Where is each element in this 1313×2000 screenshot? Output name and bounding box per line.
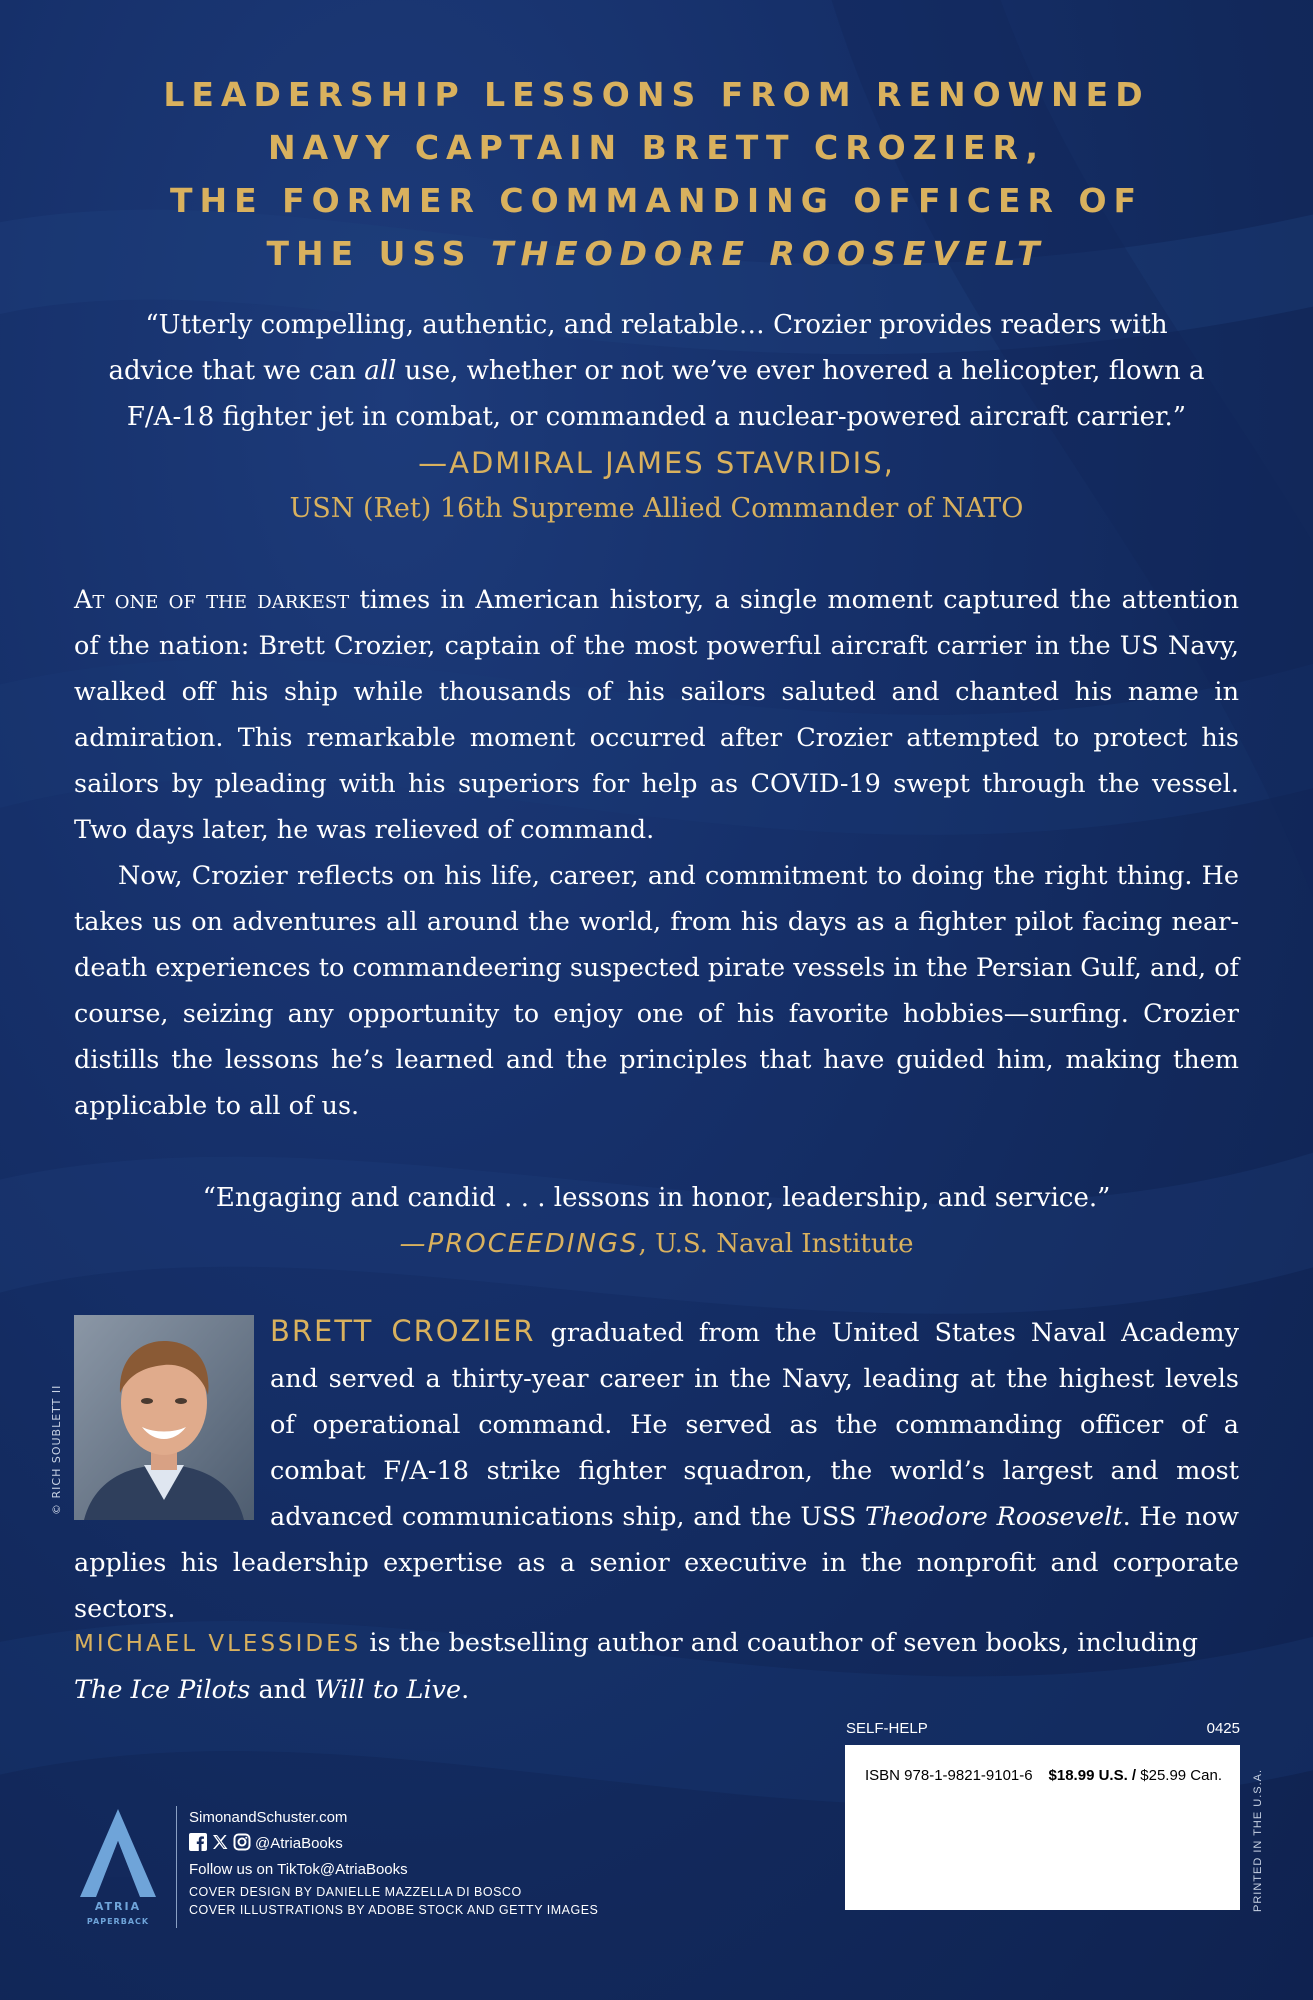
printed-in: PRINTED IN THE U.S.A. — [1252, 1768, 1264, 1912]
price-us: $18.99 U.S. / — [1048, 1767, 1137, 1784]
barcode-box — [845, 1745, 1240, 1910]
quote1-line-2a: advice that we can — [108, 356, 365, 386]
isbn: ISBN 978-1-9821-9101-6 — [865, 1767, 1033, 1784]
headline-line-4 — [0, 227, 1313, 280]
publisher-info — [189, 1805, 598, 1919]
quote1-attribution: —ADMIRAL JAMES STAVRIDIS, — [418, 446, 895, 480]
description-paragraph-1 — [74, 577, 1239, 853]
author2-end: . — [461, 1675, 470, 1705]
tiktok-line: Follow us on TikTok@AtriaBooks — [189, 1861, 408, 1878]
description-paragraph-2: Now, Crozier reflects on his life, career, and commitment to doing the right thing. He takes us on adventures all around the world, from his days as a fighter pilot facing near-death experiences to commandeering suspected pirate vessels in the Persian Gulf, and, of course, seizing any opportunity to enjoy one of his favorite hobbies—surfing. Crozier distills the lessons he’s learned and the principles that have guided him, making them applicable to all of us. — [74, 861, 1239, 1121]
publisher-divider — [176, 1806, 177, 1928]
cover-illustrations-credit: COVER ILLUSTRATIONS BY ADOBE STOCK AND GETTY IMAGES — [189, 1903, 599, 1917]
photo-spacer — [74, 1308, 270, 1520]
description-lead: At one of the darkest — [74, 585, 350, 615]
quote1-line-2 — [40, 348, 1273, 394]
author2-book-2: Will to Live — [314, 1675, 462, 1705]
headline-line-2: NAVY CAPTAIN BRETT CROZIER, — [267, 128, 1046, 167]
author2-and: and — [250, 1675, 315, 1705]
quote1-attribution-sub: USN (Ret) 16th Supreme Allied Commander of NATO — [289, 493, 1024, 524]
instagram-icon[interactable] — [233, 1833, 251, 1851]
price-can: $25.99 Can. — [1136, 1767, 1222, 1784]
endorsement-quote-1 — [40, 302, 1273, 532]
headline — [0, 68, 1313, 280]
logo-word-2: PAPERBACK — [86, 1917, 150, 1926]
photo-credit: © RICH SOUBLETT II — [50, 1384, 63, 1515]
endorsement-quote-2 — [40, 1175, 1273, 1267]
quote2-attribution — [40, 1221, 1273, 1267]
quote1-line-1: “Utterly compelling, authentic, and relatable… Crozier provides readers with — [145, 310, 1168, 340]
description — [74, 577, 1239, 1129]
author-bio-1 — [74, 1308, 1239, 1632]
headline-line-3: THE FORMER COMMANDING OFFICER OF — [169, 181, 1144, 220]
atria-logo-text — [74, 1900, 162, 1929]
quote1-line-3: F/A-18 fighter jet in combat, or commanded a nuclear-powered aircraft carrier.” — [126, 402, 1187, 432]
headline-ship-name: THEODORE ROOSEVELT — [490, 234, 1047, 273]
quote2-source-rest: , U.S. Naval Institute — [638, 1229, 914, 1259]
author1-bio-a: graduated from the United States Naval Academy and served a thirty-year career in the Navy, leading at the highest levels of operational command. He served as the commanding officer of a combat F/A-18 strike fighter squadron, the world’s largest and most advanced communications ship, and the USS — [270, 1318, 1239, 1532]
description-p1-text: times in American history, a single moment captured the attention of the nation: Brett Crozier, captain of the most powerful aircraft carrier in the US Navy, walked off his ship while thousands of his sailors saluted and chanted his name in admiration. This remarkable moment occurred after Crozier attempted to protect his sailors by pleading with his superiors for help as COVID-19 swept through the vessel. Two days later, he was relieved of command. — [74, 585, 1239, 845]
quote2-source: —PROCEEDINGS — [399, 1229, 639, 1259]
category-row — [846, 1720, 1240, 1737]
author1-name: BRETT CROZIER — [270, 1314, 536, 1348]
author2-book-1: The Ice Pilots — [74, 1675, 251, 1705]
author1-ship-name: Theodore Roosevelt — [865, 1502, 1123, 1532]
social-row — [189, 1831, 598, 1857]
author2-bio-a: is the bestselling author and coauthor of seven books, including — [361, 1628, 1198, 1658]
author-bio-2 — [74, 1620, 1239, 1713]
quote1-emphasis: all — [364, 356, 397, 386]
cover-design-credit: COVER DESIGN BY DANIELLE MAZZELLA DI BOSCO — [189, 1885, 522, 1899]
price — [1049, 1767, 1222, 1784]
social-handle[interactable]: @AtriaBooks — [255, 1835, 343, 1852]
quote2-text: “Engaging and candid . . . lessons in honor, leadership, and service.” — [202, 1183, 1111, 1213]
quote1-line-2b: use, whether or not we’ve ever hovered a helicopter, flown a — [396, 356, 1205, 386]
author1-bio-b: . He now applies his leadership expertise as a senior executive in the nonprofit and corporate sectors. — [74, 1502, 1240, 1624]
publisher-website[interactable]: SimonandSchuster.com — [189, 1809, 348, 1826]
author2-name: MICHAEL VLESSIDES — [74, 1631, 362, 1657]
headline-line-4-prefix: THE USS — [266, 234, 491, 273]
facebook-icon[interactable] — [189, 1833, 207, 1851]
x-icon[interactable] — [211, 1833, 229, 1851]
category-code: 0425 — [1206, 1720, 1240, 1737]
headline-line-1: LEADERSHIP LESSONS FROM RENOWNED — [163, 75, 1150, 114]
category-label: SELF-HELP — [846, 1720, 928, 1737]
logo-word-1: ATRIA — [94, 1900, 142, 1913]
